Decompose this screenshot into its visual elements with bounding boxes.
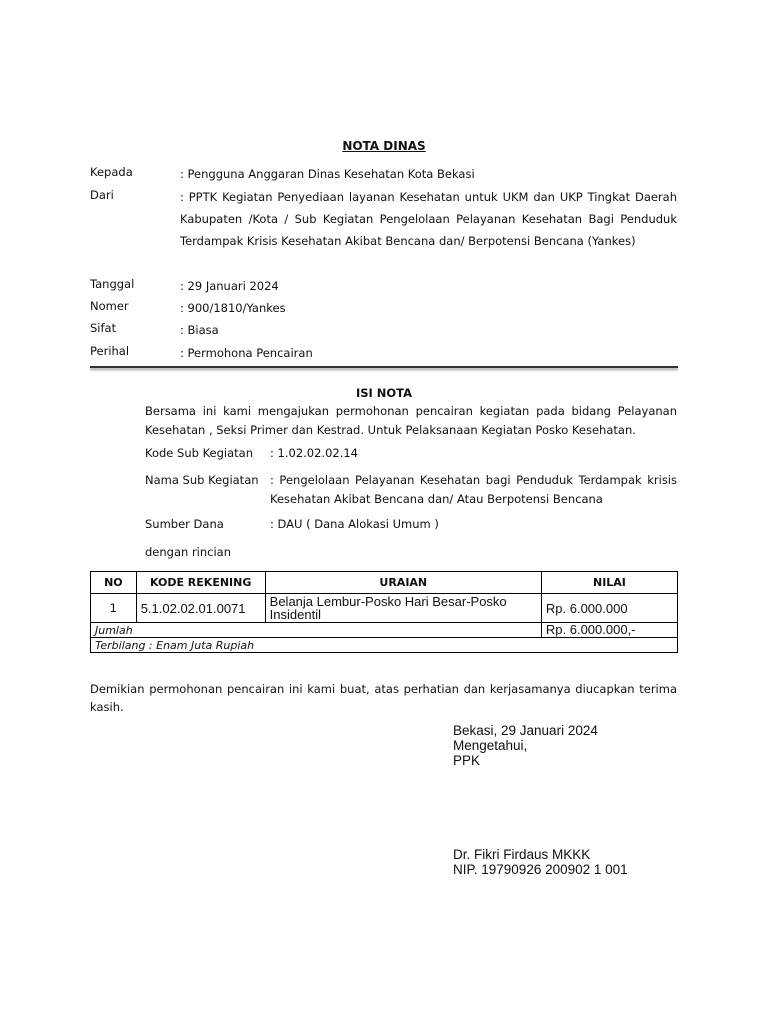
terbilang-text: Terbilang : Enam Juta Rupiah <box>91 638 678 653</box>
isi-nota-intro: Bersama ini kami mengajukan permohonan pencairan kegiatan pada bidang Pelayanan Kesehatan , Seksi Primer dan Kestrad. Untuk Pelaksanaan Kegiatan Posko Kesehatan. <box>145 404 677 437</box>
cell-nilai: Rp. 6.000.000 <box>541 594 677 623</box>
sumber-dana-label: Sumber Dana <box>145 517 224 531</box>
header-value-kepada: : Pengguna Anggaran Dinas Kesehatan Kota Bekasi <box>180 167 475 181</box>
closing-paragraph: Demikian permohonan pencairan ini kami buat, atas perhatian dan kerjasamanya diucapkan terima kasih. <box>90 682 677 714</box>
jumlah-row <box>91 623 678 638</box>
nama-sub-kegiatan-label: Nama Sub Kegiatan <box>145 473 259 487</box>
nama-sub-kegiatan-value: : Pengelolaan Pelayanan Kesehatan bagi Penduduk Terdampak krisis Kesehatan Akibat Bencana dan/ Atau Berpotensi Bencana <box>270 473 677 506</box>
signature-name: Dr. Fikri Firdaus MKKK <box>453 847 591 862</box>
signature-acknowledge: Mengetahui, <box>453 738 528 753</box>
rincian-table <box>90 571 678 653</box>
document-title: NOTA DINAS <box>342 139 426 153</box>
signature-nip: NIP. 19790926 200902 1 001 <box>453 862 628 877</box>
header-label-perihal: Perihal <box>90 344 130 358</box>
table-row <box>91 594 678 623</box>
header-value-tanggal: : 29 Januari 2024 <box>180 279 279 293</box>
table-header-row <box>91 572 678 594</box>
signature-role: PPK <box>453 753 481 768</box>
header-label-sifat: Sifat <box>90 321 117 335</box>
kode-sub-kegiatan-label: Kode Sub Kegiatan <box>145 446 254 460</box>
col-header-no: NO <box>91 572 137 594</box>
header-value-sifat: : Biasa <box>180 323 219 337</box>
header-value-nomer: : 900/1810/Yankes <box>180 301 286 315</box>
header-label-tanggal: Tanggal <box>90 277 135 291</box>
jumlah-label: Jumlah <box>91 623 542 638</box>
header-value-dari: : PPTK Kegiatan Penyediaan layanan Kesehatan untuk UKM dan UKP Tingkat Daerah Kabupaten /Kota / Sub Kegiatan Pengelolaan Pelayanan Kesehatan Bagi Penduduk Terdampak Krisis Kesehatan Akibat Bencana dan/ Berpotensi Bencana (Yankes) <box>180 190 677 248</box>
signature-place-date: Bekasi, 29 Januari 2024 <box>453 723 598 738</box>
isi-nota-heading: ISI NOTA <box>355 386 413 400</box>
rincian-text: dengan rincian <box>145 545 232 559</box>
terbilang-row <box>91 638 678 653</box>
sumber-dana-value: : DAU ( Dana Alokasi Umum ) <box>270 517 439 531</box>
header-divider <box>90 366 678 368</box>
col-header-kode: KODE REKENING <box>136 572 265 594</box>
header-label-kepada: Kepada <box>90 165 133 179</box>
header-value-perihal: : Permohona Pencairan <box>180 346 313 360</box>
col-header-nilai: NILAI <box>541 572 677 594</box>
jumlah-value: Rp. 6.000.000,- <box>541 623 677 638</box>
cell-uraian: Belanja Lembur-Posko Hari Besar-Posko Insidentil <box>265 594 541 623</box>
col-header-uraian: URAIAN <box>265 572 541 594</box>
cell-no: 1 <box>91 594 137 623</box>
cell-kode: 5.1.02.02.01.0071 <box>136 594 265 623</box>
kode-sub-kegiatan-value: : 1.02.02.02.14 <box>270 446 359 460</box>
header-label-dari: Dari <box>90 188 114 202</box>
header-label-nomer: Nomer <box>90 299 129 313</box>
